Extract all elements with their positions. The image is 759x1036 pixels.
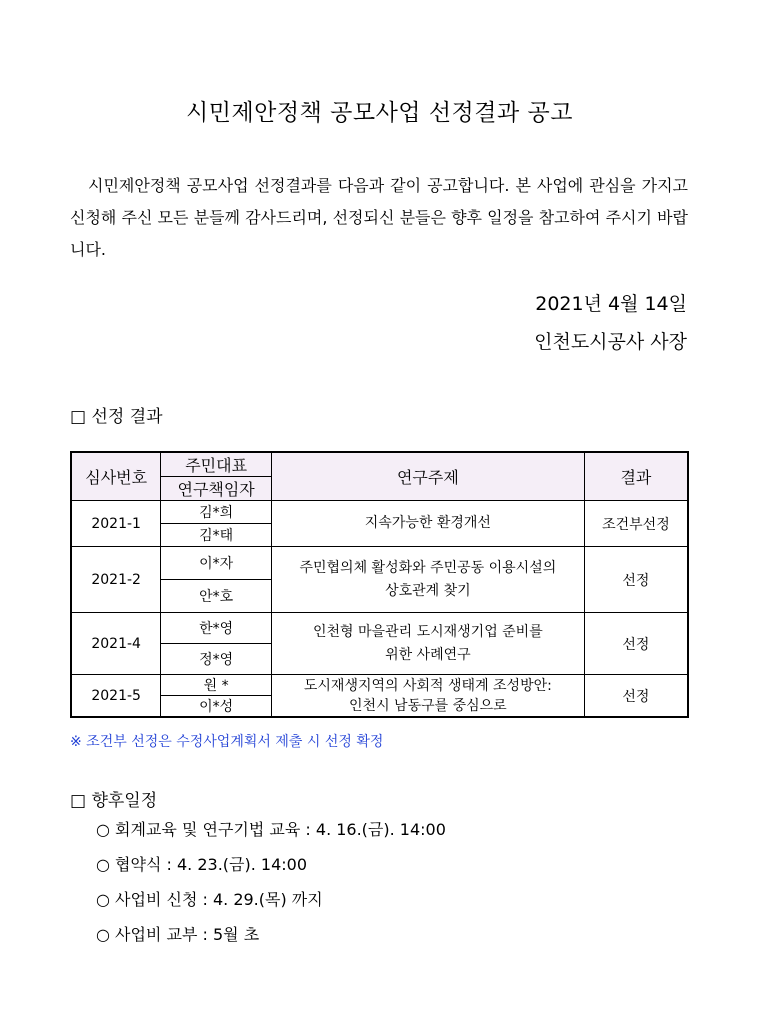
table-row: [71, 501, 688, 524]
section-results-heading: □ 선정 결과: [70, 407, 163, 427]
topic-line: 지속가능한 환경개선: [364, 515, 491, 531]
topic-line: 위한 사례연구: [385, 646, 471, 663]
topic-line: 인천형 마을관리 도시재생기업 준비를: [313, 623, 543, 640]
research-lead: 안*호: [161, 580, 272, 613]
conditional-note: ※ 조건부 선정은 수정사업계획서 제출 시 선정 확정: [70, 734, 384, 750]
result-cell: 조건부선정: [584, 501, 688, 547]
schedule-item: ○ 사업비 신청 : 4. 29.(목) 까지: [96, 890, 323, 909]
topic-line: 인천시 남동구를 중심으로: [349, 697, 507, 714]
research-topic: [271, 501, 584, 547]
page-title: 시민제안정책 공모사업 선정결과 공고: [186, 100, 573, 126]
header-research-lead: 연구책임자: [161, 477, 272, 501]
resident-rep: 김*희: [161, 501, 272, 524]
table-row: [71, 675, 688, 696]
review-number: 2021-5: [71, 675, 161, 718]
header-topic: 연구주제: [271, 452, 584, 501]
topic-line: 주민협의체 활성화와 주민공동 이용시설의: [299, 559, 557, 576]
table-row: [71, 547, 688, 580]
intro-paragraph: [70, 170, 688, 266]
results-table: [70, 451, 689, 718]
header-resident-rep: 주민대표: [161, 452, 272, 477]
result-cell: 선정: [584, 547, 688, 613]
schedule-item: ○ 사업비 교부 : 5월 초: [96, 925, 260, 944]
topic-line: 도시재생지역의 사회적 생태계 조성방안:: [303, 677, 552, 694]
research-topic: [271, 613, 584, 675]
topic-line: 상호관계 찾기: [385, 582, 471, 599]
research-lead: 김*태: [161, 524, 272, 547]
section-schedule-heading: □ 향후일정: [70, 791, 158, 811]
schedule-list: [96, 818, 446, 958]
resident-rep: 한*영: [161, 613, 272, 644]
research-lead: 정*영: [161, 644, 272, 675]
result-cell: 선정: [584, 613, 688, 675]
intro-text: 시민제안정책 공모사업 선정결과를 다음과 같이 공고합니다. 본 사업에 관심을 가지고 신청해 주신 모든 분들께 감사드리며, 선정되신 분들은 향후 일정을 참고하여 주시기 바랍니다.: [70, 176, 688, 259]
review-number: 2021-1: [71, 501, 161, 547]
research-topic: [271, 547, 584, 613]
table-row: [71, 613, 688, 644]
research-topic: [271, 675, 584, 718]
announcement-date: 2021년 4월 14일: [535, 293, 687, 315]
schedule-item: ○ 회계교육 및 연구기법 교육 : 4. 16.(금). 14:00: [96, 820, 446, 839]
header-review-number: 심사번호: [71, 452, 161, 501]
review-number: 2021-4: [71, 613, 161, 675]
header-result: 결과: [584, 452, 688, 501]
resident-rep: 이*자: [161, 547, 272, 580]
schedule-item: ○ 협약식 : 4. 23.(금). 14:00: [96, 855, 307, 874]
resident-rep: 원 *: [161, 675, 272, 696]
result-cell: 선정: [584, 675, 688, 718]
signature: 인천도시공사 사장: [534, 331, 687, 353]
research-lead: 이*성: [161, 696, 272, 718]
review-number: 2021-2: [71, 547, 161, 613]
